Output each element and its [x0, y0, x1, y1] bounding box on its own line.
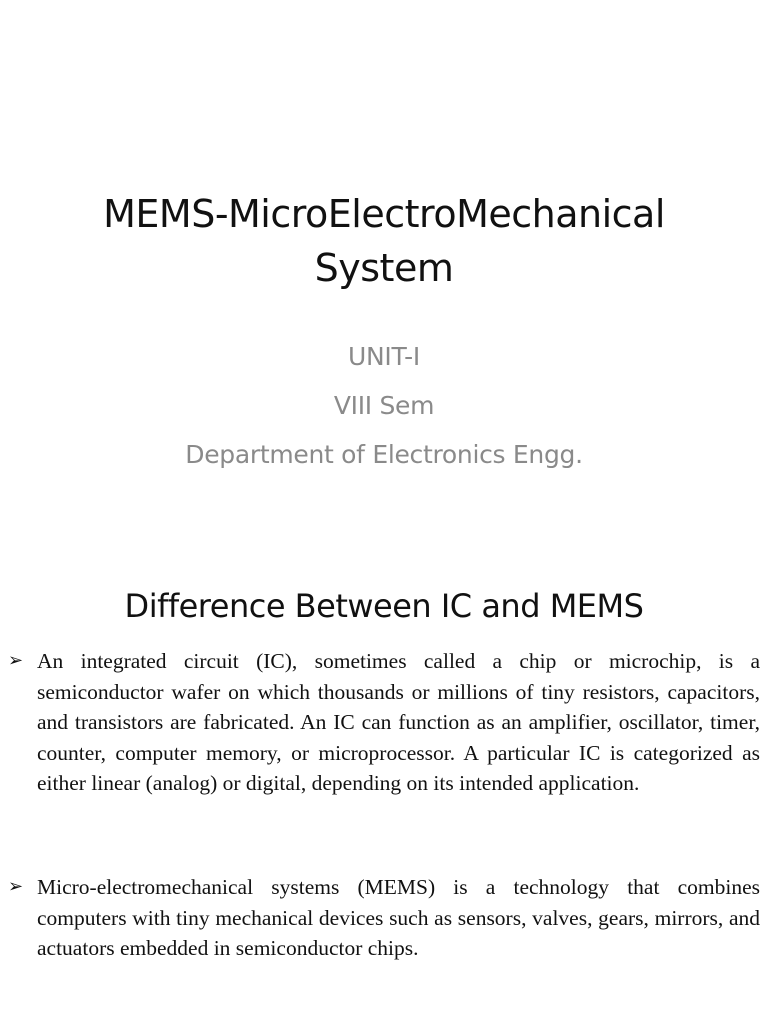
slide-title-line-1: MEMS-MicroElectroMechanical	[103, 192, 665, 236]
slide-subtitle	[0, 332, 768, 479]
arrow-bullet-icon: ➢	[8, 650, 24, 671]
bullet-item-ic	[8, 646, 760, 799]
bullet-text: Micro-electromechanical systems (MEMS) is a technology that combines computers with tiny mechanical devices such as sensors, valves, gears, mirrors, and actuators embedded in semiconductor chips.	[37, 875, 760, 961]
arrow-bullet-icon: ➢	[8, 876, 24, 897]
slide-title	[0, 187, 768, 295]
slide-title-line-2: System	[314, 246, 454, 290]
unit-label: UNIT-I	[348, 342, 420, 371]
department-label: Department of Electronics Engg.	[185, 440, 583, 469]
bullet-text: An integrated circuit (IC), sometimes called a chip or microchip, is a semiconductor wafer on which thousands or millions of tiny resistors, capacitors, and transistors are fabricated. An IC can function as an amplifier, oscillator, timer, counter, computer memory, or microprocessor. A particular IC is categorized as either linear (analog) or digital, depending on its intended application.	[37, 649, 760, 796]
section-heading: Difference Between IC and MEMS	[124, 587, 644, 625]
semester-label: VIII Sem	[333, 391, 435, 420]
bullet-item-mems	[8, 872, 760, 964]
